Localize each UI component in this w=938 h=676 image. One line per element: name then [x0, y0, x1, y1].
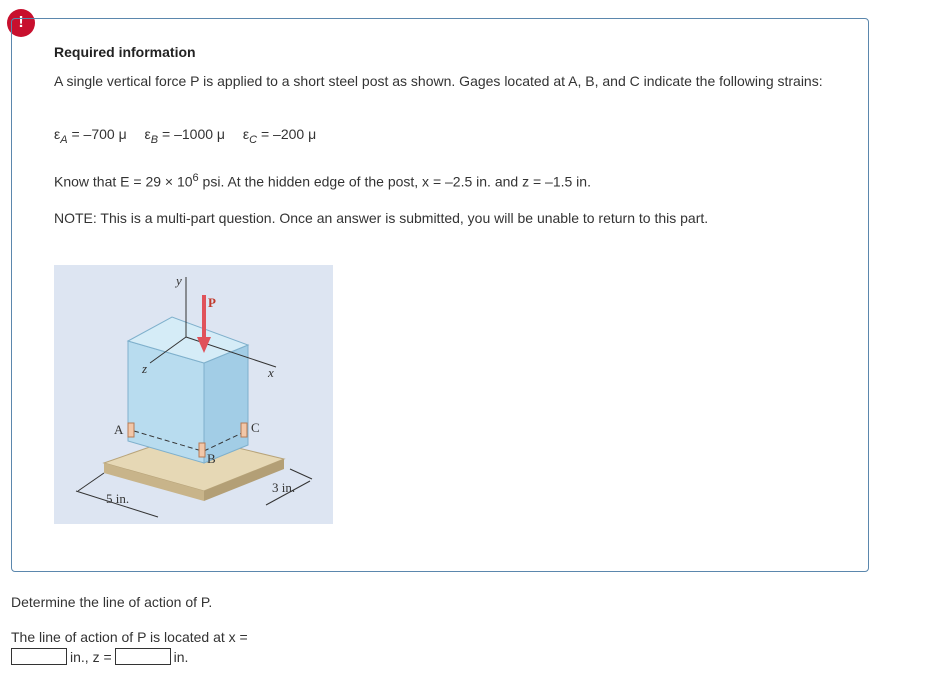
- label-a: A: [114, 422, 124, 437]
- unit-x-label: in., z =: [70, 648, 112, 665]
- known-values: Know that $E = 29 \times 10^6$ psi. At the hidden edge of the post, x = –2.5 in. and z = –1.5 in.: [54, 172, 591, 190]
- dim-right-label: 3 in.: [272, 480, 296, 495]
- question-prompt: Determine the line of action of P.: [11, 594, 213, 610]
- strain-values: [54, 126, 330, 146]
- post-figure: [54, 265, 333, 524]
- dim-right-ext: [290, 469, 312, 479]
- strain-c: $\varepsilon_C = -200$ μ: [242, 126, 317, 146]
- label-z: z: [142, 361, 148, 376]
- problem-intro: A single vertical force P is applied to a short steel post as shown. Gages located at A, B, and C indicate the following strains:: [54, 73, 823, 89]
- dim-left-label: 5 in.: [106, 491, 130, 506]
- answer-row: [11, 648, 191, 665]
- info-title: Required information: [54, 44, 196, 60]
- strain-a: $\varepsilon_A = -700$ μ: [54, 126, 127, 146]
- x-answer-input[interactable]: [11, 648, 67, 665]
- post-side-face: [204, 345, 248, 463]
- gage-b: [199, 443, 205, 457]
- label-x: x: [268, 365, 274, 380]
- gage-a: [128, 423, 134, 437]
- label-p: P: [208, 295, 216, 310]
- label-c: C: [251, 420, 260, 435]
- label-y: y: [176, 273, 182, 288]
- strain-b: $\varepsilon_B = -1000$ μ: [144, 126, 225, 146]
- multipart-note: NOTE: This is a multi-part question. Once an answer is submitted, you will be unable to return to this part.: [54, 210, 709, 226]
- z-answer-input[interactable]: [115, 648, 171, 665]
- answer-text: The line of action of P is located at x =: [11, 629, 248, 645]
- dim-left-ext: [78, 473, 104, 491]
- alert-icon: !: [7, 9, 35, 37]
- post-diagram: [54, 265, 333, 524]
- label-b: B: [207, 451, 216, 466]
- unit-z-label: in.: [173, 648, 189, 665]
- gage-c: [241, 423, 247, 437]
